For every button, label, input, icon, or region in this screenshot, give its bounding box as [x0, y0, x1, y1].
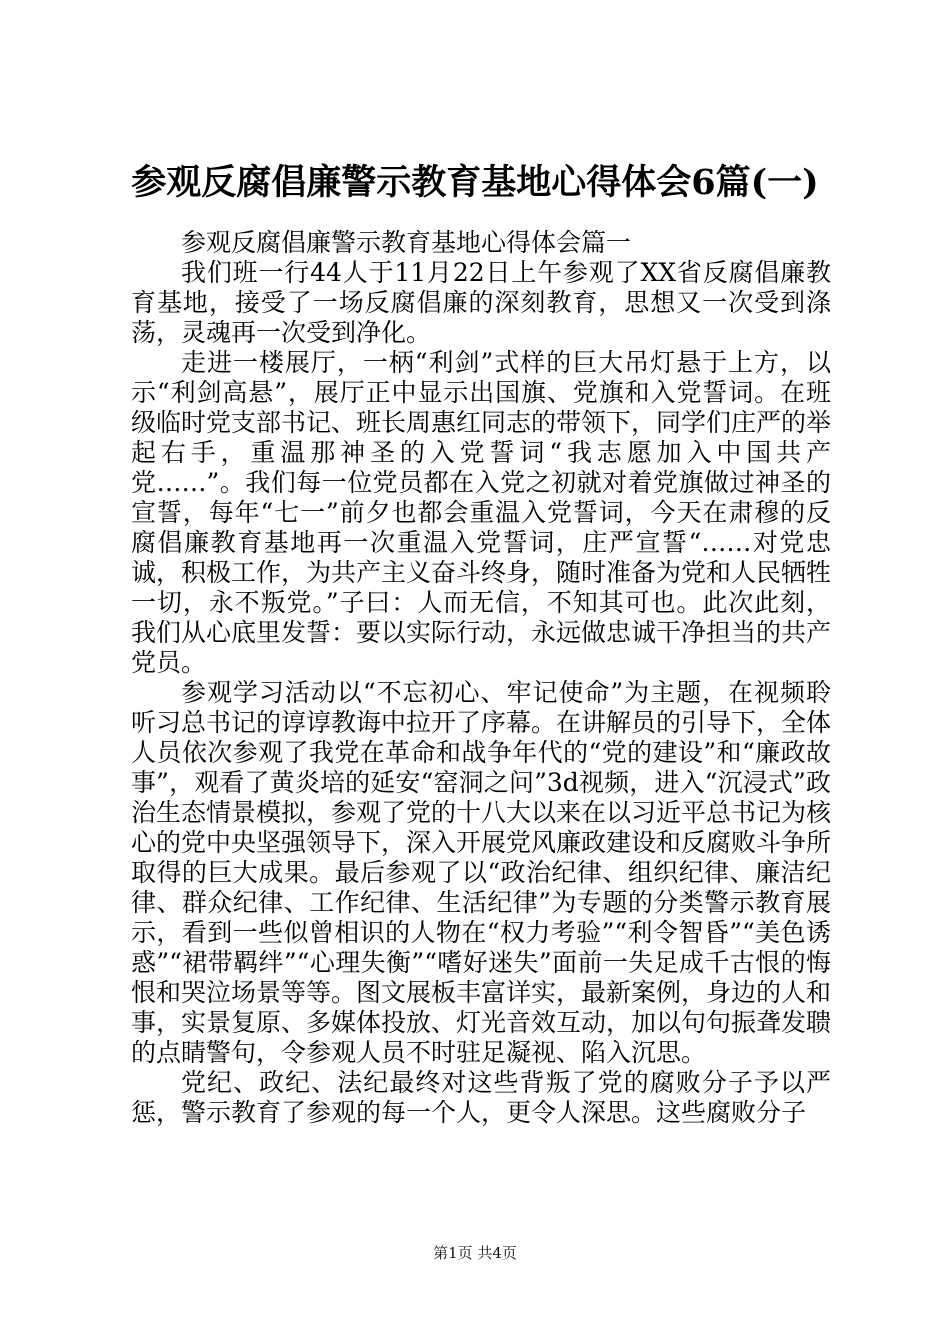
section-heading: 参观反腐倡廉警示教育基地心得体会篇一 — [181, 228, 632, 257]
body-paragraph: 参观学习活动以“不忘初心、牢记使命”为主题，在视频聆听习总书记的谆谆教诲中拉开了序幕。在讲解员的引导下，全体人员依次参观了我党在革命和战争年代的“党的建设”和“廉政故事”，观看了黄炎培的延安“窑洞之问”3d视频，进入“沉浸式”政治生态情景模拟，参观了党的十八大以来在以习近平总书记为核心的党中央坚强领导下，深入开展党风廉政建设和反腐败斗争所取得的巨大成果。最后参观了以“政治纪律、组织纪律、廉洁纪律、群众纪律、工作纪律、生活纪律”为专题的分类警示教育展示，看到一些似曾相识的人物在“权力考验”“利令智昏”“美色诱惑”“裙带羁绊”“心理失衡”“嗜好迷失”面前一失足成千古恨的悔恨和哭泣场景等等。图文展板丰富详实，最新案例，身边的人和事，实景复原、多媒体投放、灯光音效互动，加以句句振聋发聩的点睛警句，令参观人员不时驻足凝视、陷入沉思。 — [131, 678, 832, 1067]
page-footer: 第1页 共4页 — [433, 1244, 517, 1262]
body-paragraph: 我们班一行44人于11月22日上午参观了XX省反腐倡廉教育基地，接受了一场反腐倡廉的深刻教育，思想又一次受到涤荡，灵魂再一次受到净化。 — [131, 258, 831, 347]
body-paragraph: 走进一楼展厅，一柄“利剑”式样的巨大吊灯悬于上方，以示“利剑高悬”，展厅正中显示出国旗、党旗和入党誓词。在班级临时党支部书记、班长周惠红同志的带领下，同学们庄严的举起右手，重温那神圣的入党誓词“我志愿加入中国共产党……”。我们每一位党员都在入党之初就对着党旗做过神圣的宣誓，每年“七一”前夕也都会重温入党誓词，今天在肃穆的反腐倡廉教育基地再一次重温入党誓词，庄严宣誓“……对党忠诚，积极工作，为共产主义奋斗终身，随时准备为党和人民牺牲一切，永不叛党。”子曰：人而无信，不知其可也。此次此刻，我们从心底里发誓：要以实际行动，永远做忠诚干净担当的共产党员。 — [131, 348, 832, 677]
document-title: 参观反腐倡廉警示教育基地心得体会6篇(一) — [131, 162, 819, 203]
document-body — [131, 228, 831, 1128]
body-paragraph: 党纪、政纪、法纪最终对这些背叛了党的腐败分子予以严惩，警示教育了参观的每一个人，更令人深思。这些腐败分子 — [131, 1068, 831, 1127]
